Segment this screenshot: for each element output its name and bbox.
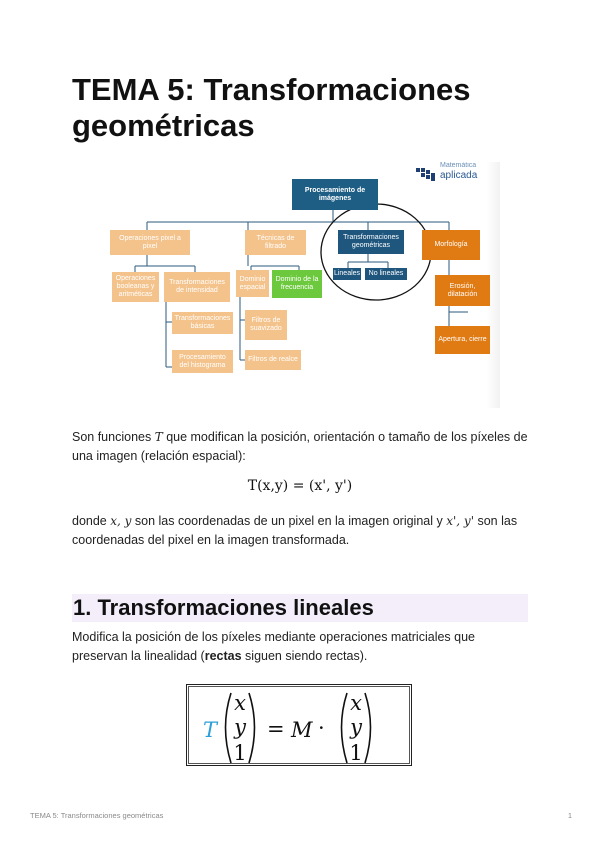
- root-node: Procesamiento de imágenes: [292, 179, 378, 210]
- intro-text: Son funciones: [72, 430, 155, 444]
- dot-operator: ·: [318, 716, 325, 740]
- concept-map-figure: [100, 162, 500, 408]
- page-title: TEMA 5: Transformaciones geométricas: [72, 72, 471, 143]
- lhs-right-paren: [249, 693, 255, 763]
- math-xy-prime: x', y': [446, 514, 474, 528]
- equation-box: [186, 684, 412, 766]
- where-text: donde: [72, 514, 111, 528]
- node-spatial: Dominio espacial: [236, 270, 269, 297]
- lhs-left-paren: [226, 693, 232, 763]
- rhs-one: 1: [349, 741, 363, 765]
- lhs-x: x: [234, 691, 246, 715]
- equation-M: M: [291, 718, 313, 742]
- node-smoothing: Filtros de suavizado: [245, 310, 287, 340]
- rhs-x: x: [350, 691, 362, 715]
- node-histogram: Procesamiento del histograma: [172, 350, 233, 373]
- section-bold-word: rectas: [204, 649, 242, 663]
- where-text: son las coordenadas del pixel en la imagen transformada.: [72, 514, 518, 547]
- display-formula: T(x,y) = (x', y'): [247, 478, 353, 494]
- node-pixel-ops: Operaciones pixel a pixel: [110, 230, 190, 255]
- logo-text-top: Matemática: [440, 162, 477, 169]
- node-nonlinear: No lineales: [365, 268, 407, 280]
- node-morphology: Morfología: [422, 230, 480, 260]
- rhs-y: y: [350, 715, 362, 739]
- node-linear: Lineales: [333, 268, 361, 280]
- where-paragraph: [72, 512, 532, 550]
- logo-text-bottom: aplicada: [440, 170, 478, 181]
- math-T: T: [154, 430, 163, 444]
- rhs-right-paren: [365, 693, 371, 763]
- section-text: Modifica la posición de los píxeles mediante operaciones matriciales que preservan la linealidad (: [72, 630, 475, 663]
- rhs-left-paren: [342, 693, 348, 763]
- node-basic-transforms: Transformaciones básicas: [172, 312, 233, 334]
- equation-svg: [187, 685, 413, 767]
- lhs-y: y: [234, 715, 246, 739]
- node-intensity: Transformaciones de intensidad: [164, 272, 230, 302]
- node-geometric: Transformaciones geométricas: [338, 230, 404, 254]
- node-opening: Apertura, cierre: [435, 326, 490, 354]
- intro-paragraph: [72, 428, 532, 466]
- node-sharpening: Filtros de realce: [245, 350, 301, 370]
- equals-sign: =: [267, 717, 285, 741]
- logo: [416, 162, 500, 182]
- where-text: son las coordenadas de un pixel en la imagen original y: [131, 514, 447, 528]
- node-erosion: Erosión, dilatación: [435, 275, 490, 306]
- section-title: 1. Transformaciones lineales: [73, 595, 374, 620]
- lhs-one: 1: [233, 741, 247, 765]
- equation-T: T: [203, 718, 218, 742]
- logo-mark-icon: [416, 168, 438, 182]
- section-paragraph: [72, 628, 532, 666]
- node-filtering: Técnicas de filtrado: [245, 230, 306, 255]
- math-xy: x, y: [110, 514, 132, 528]
- node-frequency: Dominio de la frecuencia: [272, 270, 322, 298]
- footer-title: TEMA 5: Transformaciones geométricas: [30, 811, 164, 820]
- intro-text: que modifican la posición, orientación o tamaño de los píxeles de una imagen (relación espacial):: [72, 430, 528, 463]
- page-number: 1: [567, 811, 572, 820]
- section-text: siguen siendo rectas).: [241, 649, 368, 663]
- node-boolean-ops: Operaciones booleanas y aritméticas: [112, 272, 159, 302]
